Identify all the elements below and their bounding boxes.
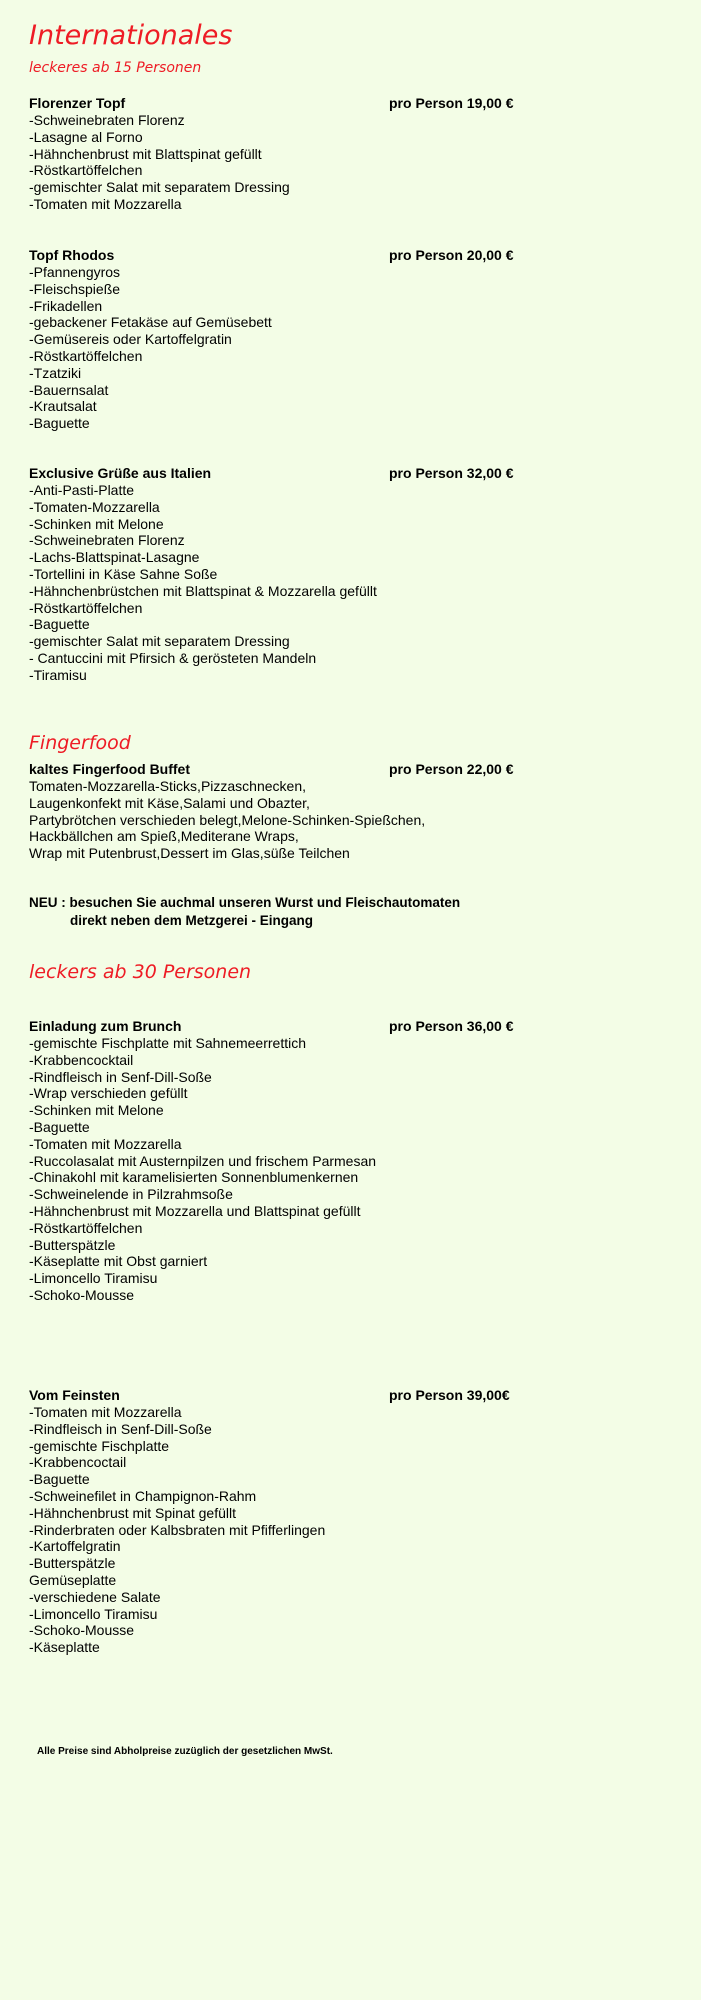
fingerfood-heading: Fingerfood [29, 732, 131, 754]
list-item: -Hähnchenbrust mit Blattspinat gefüllt [29, 145, 262, 162]
list-item: -Frikadellen [29, 297, 103, 314]
list-item: -Schoko-Mousse [29, 1286, 135, 1303]
list-item: -Hähnchenbrüstchen mit Blattspinat & Mozzarella gefüllt [29, 582, 377, 599]
list-item: -Hähnchenbrust mit Spinat gefüllt [29, 1504, 236, 1521]
list-item: -Schoko-Mousse [29, 1622, 135, 1639]
menu-item-price: pro Person 36,00 € [389, 1018, 514, 1034]
list-item: -Fleischspieße [29, 280, 121, 297]
list-item: -Gemüsereis oder Kartoffelgratin [29, 331, 232, 348]
list-item: -Pfannengyros [29, 264, 121, 280]
list-item: -Käseplatte [29, 1639, 100, 1656]
list-item: -Bauernsalat [29, 381, 109, 398]
list-item: -verschiedene Salate [29, 1588, 161, 1605]
subtitle-30-persons: leckers ab 30 Personen [29, 961, 252, 983]
list-item: -Lasagne al Forno [29, 128, 143, 145]
menu-item-price: pro Person 22,00 € [389, 761, 514, 777]
list-item: -Krabbencocktail [29, 1051, 134, 1068]
list-item: -Lachs-Blattspinat-Lasagne [29, 549, 200, 566]
list-item: -Limoncello Tiramisu [29, 1605, 158, 1622]
menu-item-list [29, 264, 272, 432]
list-item: -Baguette [29, 415, 90, 432]
list-item: -Baguette [29, 1471, 90, 1488]
list-item: -Rindfleisch in Senf-Dill-Soße [29, 1068, 212, 1085]
list-item: -Tomaten mit Mozzarella [29, 1135, 182, 1152]
list-item: -gebackener Fetakäse auf Gemüsebett [29, 314, 272, 331]
menu-item-title: Topf Rhodos [29, 247, 115, 263]
neu-notice-line1: NEU : besuchen Sie auchmal unseren Wurst und Fleischautomaten [29, 895, 461, 910]
list-item: Laugenkonfekt mit Käse,Salami und Obazter, [29, 794, 310, 811]
menu-item-title: kaltes Fingerfood Buffet [29, 761, 191, 777]
list-item: -Rindfleisch in Senf-Dill-Soße [29, 1420, 212, 1437]
menu-item-list [29, 112, 290, 213]
list-item: -Anti-Pasti-Platte [29, 482, 135, 498]
list-item: -Röstkartöffelchen [29, 1219, 143, 1236]
list-item: -Tiramisu [29, 666, 87, 683]
list-item: -gemischter Salat mit separatem Dressing [29, 179, 290, 196]
list-item: -Röstkartöffelchen [29, 599, 143, 616]
list-item: -Wrap verschieden gefüllt [29, 1085, 188, 1102]
list-item: Hackbällchen am Spieß,Mediterane Wraps, [29, 828, 299, 845]
list-item: -Röstkartöffelchen [29, 162, 143, 179]
list-item: -Ruccolasalat mit Austernpilzen und frischem Parmesan [29, 1152, 377, 1169]
list-item: -Baguette [29, 616, 90, 633]
list-item: -Baguette [29, 1118, 90, 1135]
menu-item-title: Vom Feinsten [29, 1387, 120, 1403]
menu-item-title: Florenzer Topf [29, 95, 126, 111]
list-item: -Schweinelende in Pilzrahmsoße [29, 1186, 233, 1203]
list-item: -Butterspätzle [29, 1555, 116, 1572]
list-item: -Chinakohl mit karamelisierten Sonnenblumenkernen [29, 1169, 359, 1186]
neu-notice-line2: direkt neben dem Metzgerei - Eingang [70, 913, 314, 928]
list-item: -Schweinebraten Florenz [29, 532, 185, 549]
list-item: -Tomaten-Mozzarella [29, 498, 160, 515]
list-item: -Tomaten mit Mozzarella [29, 1404, 182, 1420]
list-item: -Krautsalat [29, 398, 97, 415]
list-item: Partybrötchen verschieden belegt,Melone-Schinken-Spießchen, [29, 811, 426, 828]
list-item: -Tortellini in Käse Sahne Soße [29, 565, 218, 582]
list-item: -Krabbencoctail [29, 1454, 127, 1471]
list-item: -Tomaten mit Mozzarella [29, 195, 182, 212]
list-item: -Kartoffelgratin [29, 1538, 121, 1555]
list-item: Gemüseplatte [29, 1571, 117, 1588]
list-item: -Schweinefilet in Champignon-Rahm [29, 1487, 257, 1504]
page-title: Internationales [29, 20, 233, 51]
menu-item-price: pro Person 20,00 € [389, 247, 514, 263]
list-item: - Cantuccini mit Pfirsich & gerösteten Mandeln [29, 649, 317, 666]
menu-item-title: Einladung zum Brunch [29, 1018, 182, 1034]
menu-item-list [29, 1035, 376, 1304]
menu-item-title: Exclusive Grüße aus Italien [29, 465, 212, 481]
list-item: -Limoncello Tiramisu [29, 1270, 158, 1287]
list-item: -Hähnchenbrust mit Mozzarella und Blattspinat gefüllt [29, 1202, 361, 1219]
fingerfood-description [29, 778, 425, 862]
list-item: -gemischter Salat mit separatem Dressing [29, 633, 290, 650]
menu-item-price: pro Person 39,00€ [389, 1387, 510, 1403]
list-item: Wrap mit Putenbrust,Dessert im Glas,süße Teilchen [29, 845, 350, 862]
list-item: -Rinderbraten oder Kalbsbraten mit Pfifferlingen [29, 1521, 326, 1538]
menu-item-list [29, 482, 377, 684]
list-item: -gemischte Fischplatte [29, 1437, 170, 1454]
subtitle-15-persons: leckeres ab 15 Personen [29, 60, 202, 76]
menu-item-price: pro Person 19,00 € [389, 95, 514, 111]
list-item: -Schinken mit Melone [29, 515, 164, 532]
list-item: -Tzatziki [29, 364, 82, 381]
list-item: -Schinken mit Melone [29, 1102, 164, 1119]
menu-item-price: pro Person 32,00 € [389, 465, 514, 481]
menu-item-list [29, 1404, 325, 1656]
list-item: -Röstkartöffelchen [29, 347, 143, 364]
list-item: -Schweinebraten Florenz [29, 112, 185, 128]
footer-note: Alle Preise sind Abholpreise zuzüglich der gesetzlichen MwSt. [37, 1746, 333, 1757]
list-item: -Käseplatte mit Obst garniert [29, 1253, 208, 1270]
list-item: Tomaten-Mozzarella-Sticks,Pizzaschnecken, [29, 778, 306, 794]
list-item: -Butterspätzle [29, 1236, 116, 1253]
list-item: -gemischte Fischplatte mit Sahnemeerrettich [29, 1035, 306, 1051]
